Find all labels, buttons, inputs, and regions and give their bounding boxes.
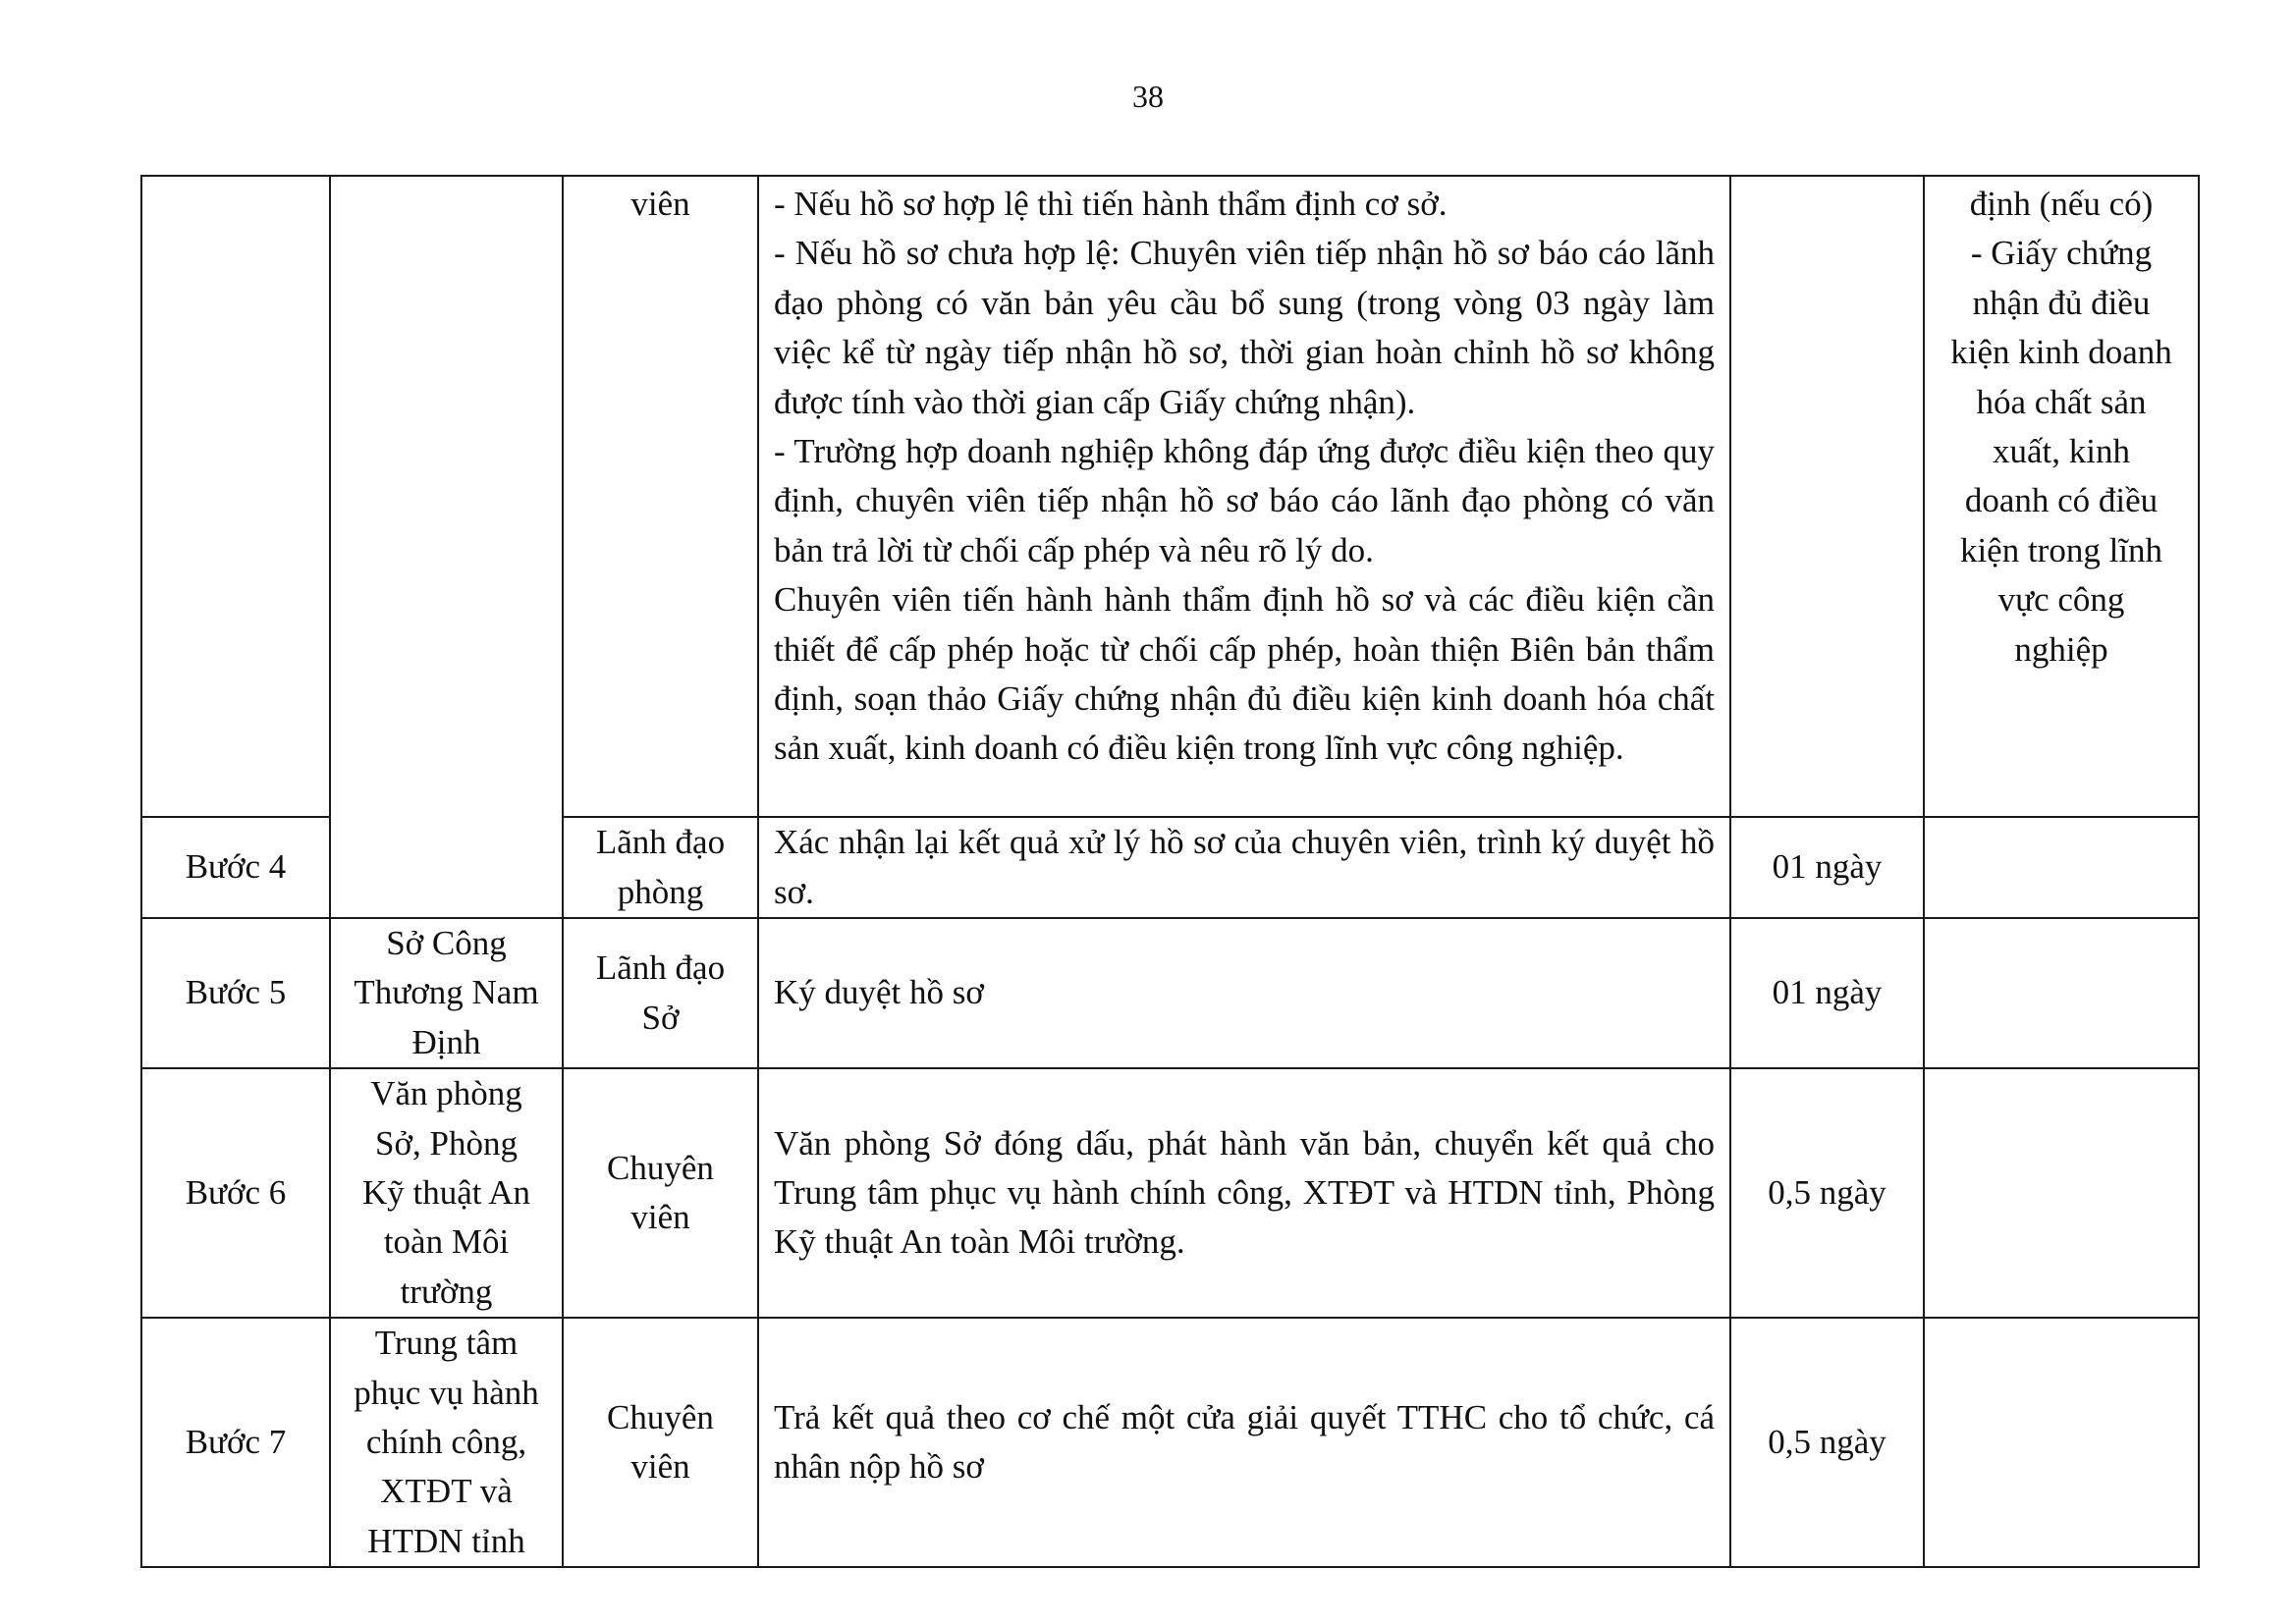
unit-line: trường — [400, 1272, 493, 1311]
unit-line: Kỹ thuật An — [361, 1173, 531, 1213]
role-line: phòng — [617, 872, 704, 911]
description-paragraph: - Nếu hồ sơ hợp lệ thì tiến hành thẩm định cơ sở. — [774, 185, 1448, 223]
result-cell — [1924, 817, 2199, 918]
page-number: 38 — [1132, 79, 1164, 114]
step-cell: Bước 6 — [141, 1068, 330, 1318]
time-cell: 01 ngày — [1730, 817, 1924, 918]
unit-line: phục vụ hành — [354, 1373, 539, 1412]
unit-line: Sở, Phòng — [375, 1123, 518, 1163]
result-cell — [1924, 1068, 2199, 1318]
result-cell — [1924, 918, 2199, 1068]
result-line: định (nếu có) — [1969, 185, 2154, 223]
result-line: hóa chất sản — [1976, 382, 2147, 421]
description-paragraph: - Nếu hồ sơ chưa hợp lệ: Chuyên viên tiếp nhận hồ sơ báo cáo lãnh đạo phòng có văn bản yêu cầu bổ sung (trong vòng 03 ngày làm việc kể từ ngày tiếp nhận hồ sơ, thời gian hoàn chỉnh hồ sơ không được tính vào thời gian cấp Giấy chứng nhận). — [774, 234, 1715, 421]
role-text: viên — [630, 185, 690, 223]
unit-line: Thương Nam — [354, 973, 539, 1012]
result-line: vực công — [1997, 580, 2125, 620]
table-row-step-7 — [141, 1318, 2199, 1567]
step-cell: Bước 4 — [141, 817, 330, 918]
description-paragraph: - Trường hợp doanh nghiệp không đáp ứng được điều kiện theo quy định, chuyên viên tiếp nhận hồ sơ báo cáo lãnh đạo phòng có văn bản trả lời từ chối cấp phép và nêu rõ lý do. — [774, 432, 1715, 569]
time-cell: 01 ngày — [1730, 918, 1924, 1068]
role-line: Lãnh đạo — [595, 948, 726, 988]
unit-line: HTDN tỉnh — [367, 1521, 525, 1560]
table-row-continued — [141, 176, 2199, 817]
description-cell: Xác nhận lại kết quả xử lý hồ sơ của chuyên viên, trình ký duyệt hồ sơ. — [758, 817, 1730, 918]
unit-line: toàn Môi — [383, 1222, 510, 1262]
result-line: doanh có điều — [1964, 481, 2159, 520]
step-cell-empty — [141, 176, 330, 817]
unit-cell — [330, 1068, 563, 1318]
role-line: viên — [630, 1447, 690, 1487]
result-cell — [1924, 1318, 2199, 1567]
unit-line: Văn phòng — [370, 1074, 522, 1113]
role-line: Chuyên — [607, 1148, 714, 1187]
role-cell — [563, 176, 758, 817]
role-cell — [563, 1318, 758, 1567]
description-cell: Ký duyệt hồ sơ — [758, 918, 1730, 1068]
unit-line: Sở Công — [386, 924, 507, 962]
description-cell: Trả kết quả theo cơ chế một cửa giải quyết TTHC cho tổ chức, cá nhân nộp hồ sơ — [758, 1318, 1730, 1567]
role-line: viên — [630, 1198, 690, 1237]
procedure-table — [140, 175, 2200, 1568]
description-cell — [758, 176, 1730, 817]
role-line: Lãnh đạo — [595, 823, 726, 862]
unit-line: Trung tâm — [374, 1324, 519, 1363]
description-paragraph: Chuyên viên tiến hành hành thẩm định hồ sơ và các điều kiện cần thiết để cấp phép hoặc từ chối cấp phép, hoàn thiện Biên bản thẩm định, soạn thảo Giấy chứng nhận đủ điều kiện kinh doanh hóa chất sản xuất, kinh doanh có điều kiện trong lĩnh vực công nghiệp. — [774, 580, 1715, 768]
role-cell — [563, 918, 758, 1068]
result-line: kiện trong lĩnh — [1959, 530, 2163, 569]
result-line: nhận đủ điều — [1972, 283, 2151, 322]
unit-line: chính công, — [365, 1423, 527, 1462]
table-row-step-5 — [141, 918, 2199, 1068]
role-line: Chuyên — [607, 1397, 714, 1436]
step-cell: Bước 5 — [141, 918, 330, 1068]
result-line: xuất, kinh — [1993, 432, 2130, 471]
unit-line: Định — [411, 1022, 481, 1061]
result-line: nghiệp — [2014, 629, 2108, 669]
result-cell — [1924, 176, 2199, 817]
description-cell: Văn phòng Sở đóng dấu, phát hành văn bản, chuyển kết quả cho Trung tâm phục vụ hành chính công, XTĐT và HTDN tỉnh, Phòng Kỹ thuật An toàn Môi trường. — [758, 1068, 1730, 1318]
role-cell — [563, 817, 758, 918]
unit-cell-empty — [330, 176, 563, 918]
step-cell: Bước 7 — [141, 1318, 330, 1567]
unit-cell — [330, 918, 563, 1068]
result-line: - Giấy chứng — [1970, 234, 2153, 273]
role-cell — [563, 1068, 758, 1318]
role-line: Sở — [641, 998, 680, 1037]
time-cell: 0,5 ngày — [1730, 1068, 1924, 1318]
unit-line: XTĐT và — [380, 1472, 513, 1511]
time-cell-empty — [1730, 176, 1924, 817]
unit-cell — [330, 1318, 563, 1567]
table-row-step-6 — [141, 1068, 2199, 1318]
time-cell: 0,5 ngày — [1730, 1318, 1924, 1567]
result-line: kiện kinh doanh — [1950, 333, 2172, 372]
